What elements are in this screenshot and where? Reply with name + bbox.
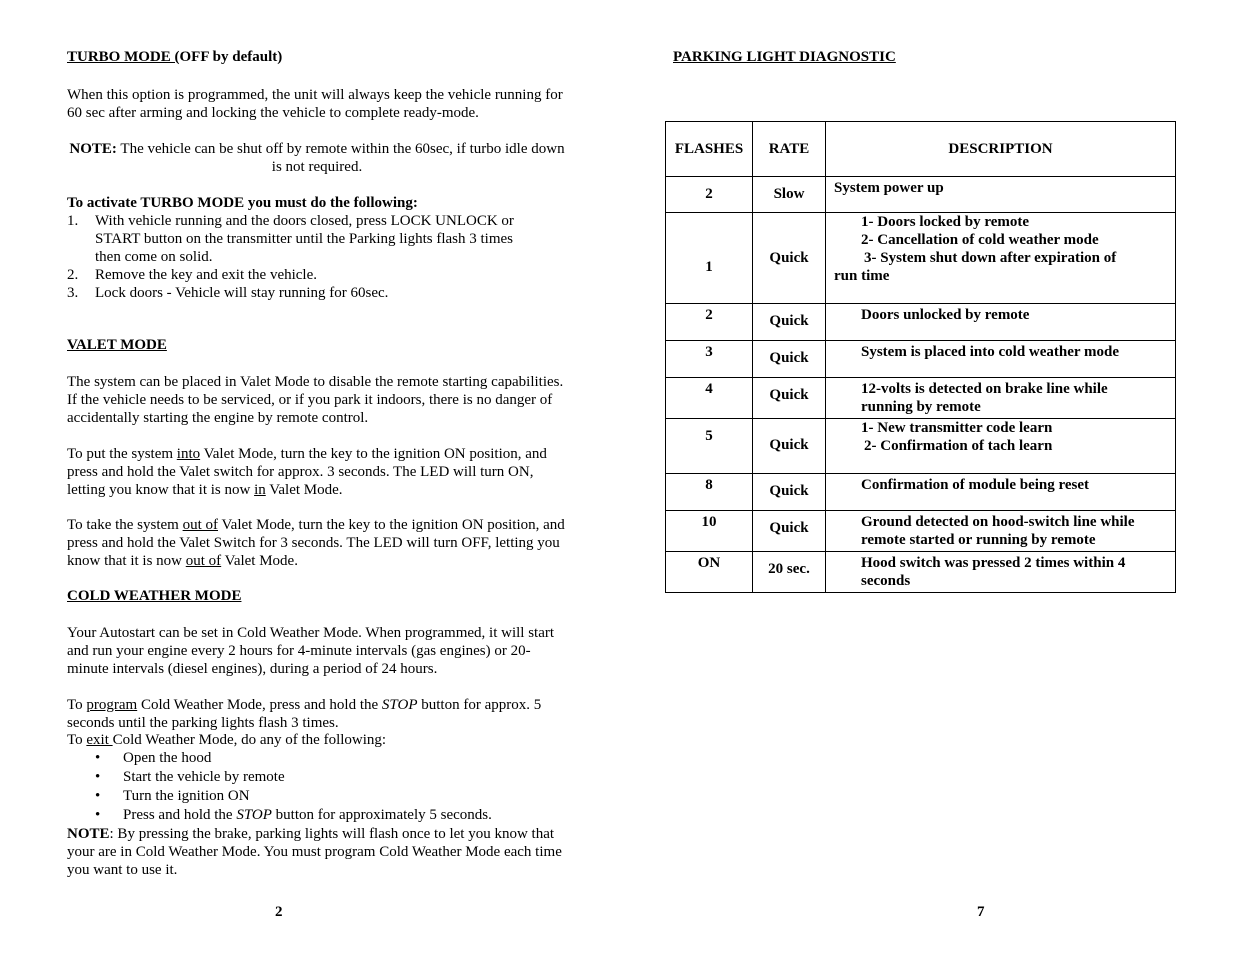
- rate-cell: Slow: [753, 177, 826, 213]
- list-item: • Press and hold the STOP button for approximately 5 seconds.: [95, 807, 492, 823]
- description-cell: 12-volts is detected on brake line while running by remote: [826, 378, 1176, 419]
- valet-mode-heading: VALET MODE: [67, 337, 167, 353]
- list-item: • Turn the ignition ON: [95, 788, 250, 804]
- flashes-cell: 2: [666, 304, 753, 341]
- bullet-icon: •: [95, 750, 101, 766]
- list-item: 2. Remove the key and exit the vehicle.: [67, 267, 318, 283]
- flashes-cell: 3: [666, 341, 753, 378]
- flashes-cell: 10: [666, 511, 753, 552]
- cold-weather-exit: To exit Cold Weather Mode, do any of the following:: [67, 732, 387, 748]
- flashes-cell: 2: [666, 177, 753, 213]
- parking-light-diagnostic-heading: PARKING LIGHT DIAGNOSTIC: [673, 49, 896, 65]
- valet-enter-instructions: To put the system into Valet Mode, turn the key to the ignition ON position, and press and hold the Valet switch for approx. 3 seconds. The LED will turn ON, letting you know that it is now in Valet Mode.: [67, 446, 547, 498]
- description-cell: Hood switch was pressed 2 times within 4 seconds: [826, 552, 1176, 593]
- bullet-icon: •: [95, 769, 101, 785]
- cold-weather-exit-list: [67, 749, 567, 825]
- turbo-mode-heading: TURBO MODE (OFF by default): [67, 49, 283, 65]
- description-cell: 1- Doors locked by remote 2- Cancellation of cold weather mode 3- System shut down after expiration of run time: [826, 213, 1176, 304]
- page-number: 7: [977, 904, 985, 920]
- rate-cell: Quick: [753, 511, 826, 552]
- bullet-icon: •: [95, 807, 101, 823]
- turbo-activate-heading: To activate TURBO MODE you must do the following:: [67, 195, 418, 211]
- list-item: • Open the hood: [95, 750, 212, 766]
- rate-cell: Quick: [753, 304, 826, 341]
- list-item: • Start the vehicle by remote: [95, 769, 285, 785]
- list-item: 1. With vehicle running and the doors closed, press LOCK UNLOCK or START button on the transmitter until the Parking lights flash 3 times then come on solid.: [67, 213, 514, 265]
- flashes-cell: 1: [666, 213, 753, 304]
- table-row: [666, 378, 1176, 419]
- column-header-rate: RATE: [753, 122, 826, 177]
- cold-weather-heading: COLD WEATHER MODE: [67, 588, 242, 604]
- cold-weather-program: To program Cold Weather Mode, press and hold the STOP button for approx. 5 seconds until the parking lights flash 3 times.: [67, 697, 542, 731]
- valet-exit-instructions: To take the system out of Valet Mode, turn the key to the ignition ON position, and press and hold the Valet Switch for 3 seconds. The LED will turn OFF, letting you know that it is now out of Valet Mode.: [67, 517, 565, 569]
- left-page: [67, 0, 567, 954]
- table-row: [666, 304, 1176, 341]
- page-number: 2: [275, 904, 283, 920]
- description-cell: System power up: [826, 177, 1176, 213]
- flashes-cell: 4: [666, 378, 753, 419]
- table-row: [666, 213, 1176, 304]
- rate-cell: Quick: [753, 378, 826, 419]
- rate-cell: Quick: [753, 419, 826, 474]
- valet-description: The system can be placed in Valet Mode to disable the remote starting capabilities. If the vehicle needs to be serviced, or if you park it indoors, there is no danger of accidentally starting the engine by remote control.: [67, 374, 564, 426]
- flashes-cell: 5: [666, 419, 753, 474]
- table-row: [666, 341, 1176, 378]
- rate-cell: 20 sec.: [753, 552, 826, 593]
- flashes-cell: 8: [666, 474, 753, 511]
- description-cell: System is placed into cold weather mode: [826, 341, 1176, 378]
- turbo-description: When this option is programmed, the unit will always keep the vehicle running for 60 sec after arming and locking the vehicle to complete ready-mode.: [67, 87, 563, 121]
- description-cell: Ground detected on hood-switch line while remote started or running by remote: [826, 511, 1176, 552]
- table-row: [666, 177, 1176, 213]
- rate-cell: Quick: [753, 474, 826, 511]
- description-cell: 1- New transmitter code learn 2- Confirmation of tach learn: [826, 419, 1176, 474]
- column-header-flashes: FLASHES: [666, 122, 753, 177]
- cold-weather-note: NOTE: By pressing the brake, parking lights will flash once to let you know that your are in Cold Weather Mode. You must program Cold Weather Mode each time you want to use it.: [67, 826, 562, 878]
- turbo-note: NOTE: The vehicle can be shut off by remote within the 60sec, if turbo idle down is not required.: [69, 141, 565, 175]
- table-row: [666, 511, 1176, 552]
- table-row: [666, 419, 1176, 474]
- flashes-cell: ON: [666, 552, 753, 593]
- bullet-icon: •: [95, 788, 101, 804]
- rate-cell: Quick: [753, 213, 826, 304]
- table-row: [666, 474, 1176, 511]
- right-page: [665, 0, 1180, 954]
- column-header-description: DESCRIPTION: [826, 122, 1176, 177]
- description-cell: Doors unlocked by remote: [826, 304, 1176, 341]
- description-cell: Confirmation of module being reset: [826, 474, 1176, 511]
- table-header-row: [666, 122, 1176, 177]
- turbo-steps-list: [67, 212, 537, 302]
- list-item: 3. Lock doors - Vehicle will stay running for 60sec.: [67, 285, 389, 301]
- rate-cell: Quick: [753, 341, 826, 378]
- cold-weather-description: Your Autostart can be set in Cold Weather Mode. When programmed, it will start and run your engine every 2 hours for 4-minute intervals (gas engines) or 20-minute intervals (diesel engines), during a period of 24 hours.: [67, 625, 555, 677]
- diagnostic-table: [665, 121, 1176, 593]
- table-row: [666, 552, 1176, 593]
